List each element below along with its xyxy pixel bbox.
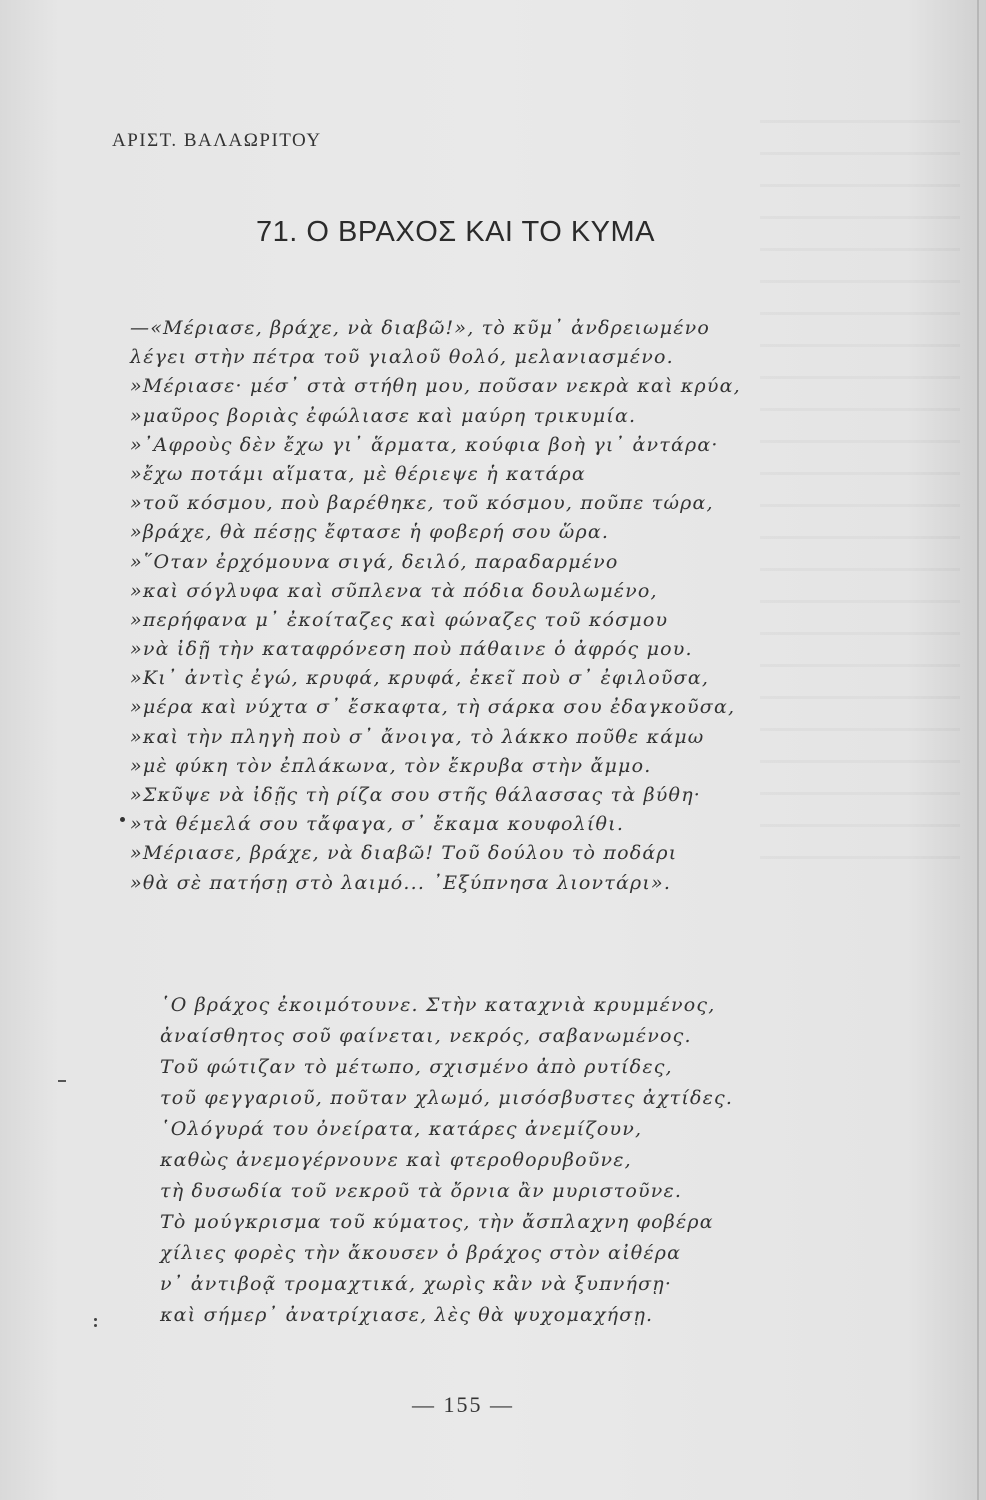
running-head: ΑΡΙΣΤ. ΒΑΛΑΩΡΙΤΟΥ bbox=[112, 130, 322, 151]
stanza-2 bbox=[160, 990, 733, 1331]
verse-line: »Κι᾽ ἀντὶς ἐγώ, κρυφά, κρυφά, ἐκεῖ ποὺ σ᾽ ἐφιλοῦσα, bbox=[130, 667, 710, 690]
show-through-texture bbox=[760, 120, 960, 880]
verse-line: ν᾽ ἀντιβοᾷ τρομαχτικά, χωρὶς κἂν νὰ ξυπνήσῃ· bbox=[160, 1273, 673, 1295]
verse-line: »ἔχω ποτάμι αἵματα, μὲ θέριεψε ἡ κατάρα bbox=[130, 462, 586, 485]
verse-line: »μαῦρος βοριὰς ἐφώλιασε καὶ μαύρη τρικυμία. bbox=[130, 404, 637, 427]
margin-dash-mark bbox=[58, 1080, 66, 1082]
verse-line: τὴ δυσωδία τοῦ νεκροῦ τὰ ὄρνια ἂν μυριστοῦνε. bbox=[160, 1180, 683, 1202]
verse-line: —«Μέριασε, βράχε, νὰ διαβῶ!», τὸ κῦμ᾽ ἀνδρειωμένο bbox=[130, 317, 711, 339]
verse-line: λέγει στὴν πέτρα τοῦ γιαλοῦ θολό, μελανιασμένο. bbox=[130, 346, 674, 369]
verse-line: καὶ σήμερ᾽ ἀνατρίχιασε, λὲς θὰ ψυχομαχήσῃ. bbox=[160, 1304, 654, 1326]
verse-line: »῞Οταν ἐρχόμουνα σιγά, δειλό, παραδαρμένο bbox=[130, 550, 619, 573]
verse-line: »μὲ φύκη τὸν ἐπλάκωνα, τὸν ἔκρυβα στὴν ἄμμο. bbox=[130, 754, 652, 777]
verse-line: ῾Ο βράχος ἐκοιμότουνε. Στὴν καταχνιὰ κρυμμένος, bbox=[160, 994, 716, 1016]
verse-line: »Σκῦψε νὰ ἰδῇς τὴ ρίζα σου στῆς θάλασσας τὰ βύθη· bbox=[130, 784, 702, 806]
verse-line: »μέρα καὶ νύχτα σ᾽ ἔσκαφτα, τὴ σάρκα σου ἐδαγκοῦσα, bbox=[130, 696, 736, 719]
verse-line: »καὶ τὴν πληγὴ ποὺ σ᾽ ἄνοιγα, τὸ λάκκο ποῦθε κάμω bbox=[130, 725, 705, 748]
verse-line: ἀναίσθητος σοῦ φαίνεται, νεκρός, σαβανωμένος. bbox=[160, 1025, 692, 1047]
poem-title: 71. Ο ΒΡΑΧΟΣ ΚΑΙ ΤΟ ΚΥΜΑ bbox=[256, 216, 656, 248]
verse-line: Τοῦ φώτιζαν τὸ μέτωπο, σχισμένο ἀπὸ ρυτίδες, bbox=[160, 1056, 673, 1078]
verse-line: »περήφανα μ᾽ ἐκοίταζες καὶ φώναζες τοῦ κόσμου bbox=[130, 608, 669, 631]
margin-dots-mark bbox=[94, 1318, 97, 1321]
margin-dot-mark bbox=[120, 817, 125, 822]
verse-line: »τὰ θέμελά σου τἄφαγα, σ᾽ ἔκαμα κουφολίθι. bbox=[130, 813, 625, 836]
verse-line: καθὼς ἀνεμογέρνουνε καὶ φτεροθορυβοῦνε, bbox=[160, 1149, 632, 1171]
verse-line: χίλιες φορὲς τὴν ἄκουσεν ὁ βράχος στὸν αἰθέρα bbox=[160, 1242, 682, 1264]
verse-line: Τὸ μούγκρισμα τοῦ κύματος, τὴν ἄσπλαχνη φοβέρα bbox=[160, 1211, 714, 1233]
verse-line: τοῦ φεγγαριοῦ, ποῦταν χλωμό, μισόσβυστες ἀχτίδες. bbox=[160, 1087, 734, 1109]
verse-line: »᾽Αφροὺς δὲν ἔχω γι᾽ ἅρματα, κούφια βοὴ γι᾽ ἀντάρα· bbox=[130, 433, 719, 456]
verse-line: »καὶ σόγλυφα καὶ σῦπλενα τὰ πόδια δουλωμένο, bbox=[130, 579, 658, 602]
verse-line: »τοῦ κόσμου, ποὺ βαρέθηκε, τοῦ κόσμου, ποῦπε τώρα, bbox=[130, 492, 714, 515]
stanza-1 bbox=[130, 314, 741, 898]
page-number: — 155 — bbox=[412, 1392, 514, 1417]
verse-line: »θὰ σὲ πατήσῃ στὸ λαιμό... ᾽Εξύπνησα λιοντάρι». bbox=[130, 871, 672, 894]
verse-line: »βράχε, θὰ πέσῃς ἔφτασε ἡ φοβερή σου ὥρα. bbox=[130, 521, 610, 544]
verse-line: ῾Ολόγυρά του ὀνείρατα, κατάρες ἀνεμίζουν, bbox=[160, 1118, 643, 1140]
page-edge bbox=[977, 0, 979, 1500]
verse-line: »Μέριασε, βράχε, νὰ διαβῶ! Τοῦ δούλου τὸ ποδάρι bbox=[130, 842, 678, 865]
verse-line: »Μέριασε· μέσ᾽ στὰ στήθη μου, ποῦσαν νεκρὰ καὶ κρύα, bbox=[130, 375, 741, 398]
verse-line: »νὰ ἰδῇ τὴν καταφρόνεση ποὺ πάθαινε ὁ ἀφρός μου. bbox=[130, 638, 693, 661]
